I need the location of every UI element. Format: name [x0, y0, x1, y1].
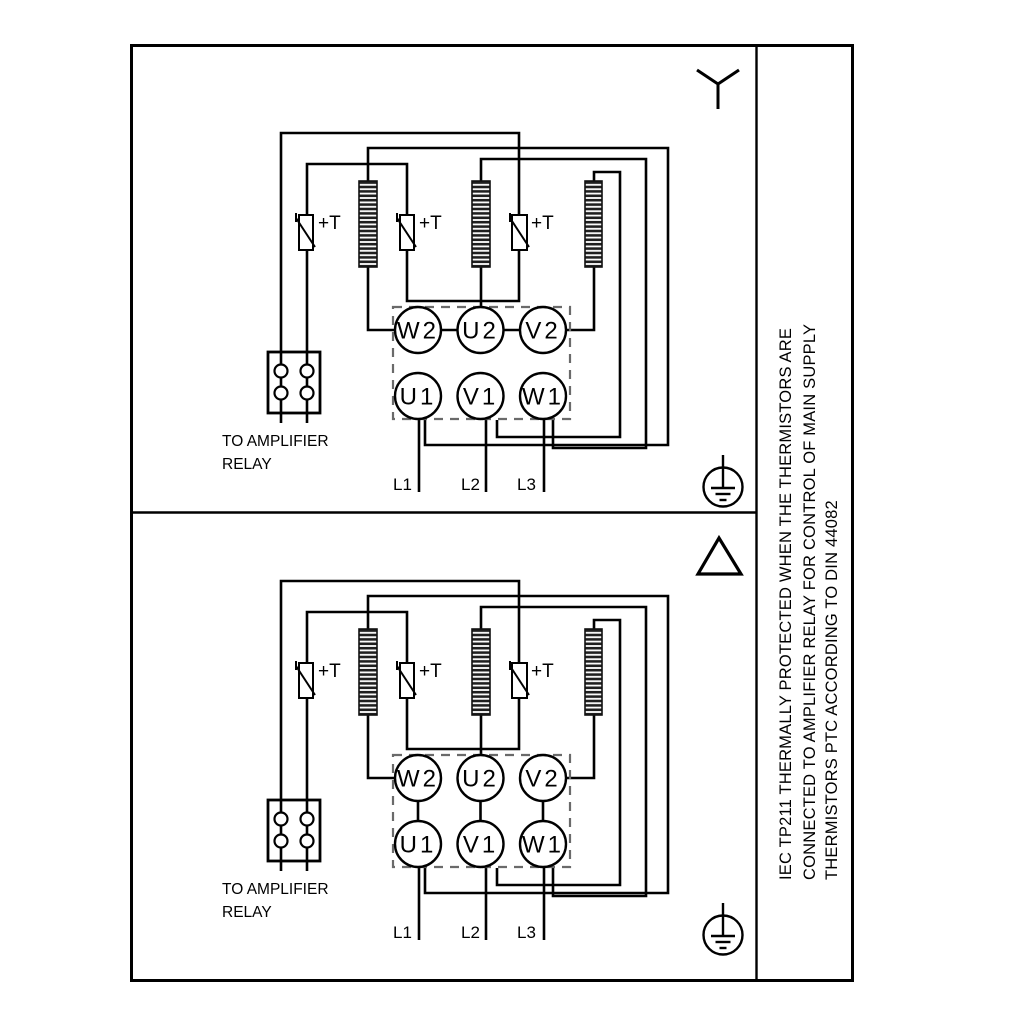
terminal-label-u1: U1 [399, 831, 437, 859]
side-note-line2: CONNECTED TO AMPLIFIER RELAY FOR CONTROL OF MAIN SUPPLY [801, 323, 819, 880]
motor-circuit [268, 133, 743, 507]
terminal-label-v2: V2 [525, 317, 561, 345]
supply-label-l2: L2 [461, 475, 480, 494]
terminal-label-u1: U1 [399, 383, 437, 411]
supply-label-l1: L1 [393, 475, 412, 494]
supply-label-l3: L3 [517, 475, 536, 494]
motor-circuit [268, 581, 743, 955]
thermistor-label: +T [419, 213, 442, 234]
side-note-line1: IEC TP211 THERMALLY PROTECTED WHEN THE THERMISTORS ARE [777, 327, 795, 880]
relay-caption: RELAY [222, 456, 272, 473]
thermistor-label: +T [531, 661, 554, 682]
star-connection-icon [697, 70, 739, 109]
terminal-label-v1: V1 [462, 831, 499, 859]
relay-caption: TO AMPLIFIER [222, 881, 329, 898]
thermistor-label: +T [419, 661, 442, 682]
terminal-label-v1: V1 [462, 383, 499, 411]
terminal-label-u2: U2 [462, 317, 499, 345]
delta-diagram [222, 538, 743, 955]
terminal-label-w1: W1 [522, 383, 564, 411]
terminal-label-w2: W2 [397, 765, 439, 793]
thermistor-label: +T [318, 213, 341, 234]
star-diagram [222, 70, 743, 507]
side-note [777, 324, 841, 880]
thermistor-label: +T [318, 661, 341, 682]
supply-label-l1: L1 [393, 923, 412, 942]
terminal-label-w1: W1 [522, 831, 564, 859]
terminal-label-u2: U2 [462, 765, 499, 793]
delta-connection-icon [698, 538, 741, 574]
relay-caption: RELAY [222, 904, 272, 921]
terminal-label-v2: V2 [525, 765, 561, 793]
supply-label-l3: L3 [517, 923, 536, 942]
delta-bridge-links [418, 801, 543, 821]
relay-caption: TO AMPLIFIER [222, 433, 329, 450]
supply-label-l2: L2 [461, 923, 480, 942]
side-note-line3: THERMISTORS PTC ACCORDING TO DIN 44082 [823, 500, 841, 880]
thermistor-label: +T [531, 213, 554, 234]
terminal-label-w2: W2 [397, 317, 439, 345]
